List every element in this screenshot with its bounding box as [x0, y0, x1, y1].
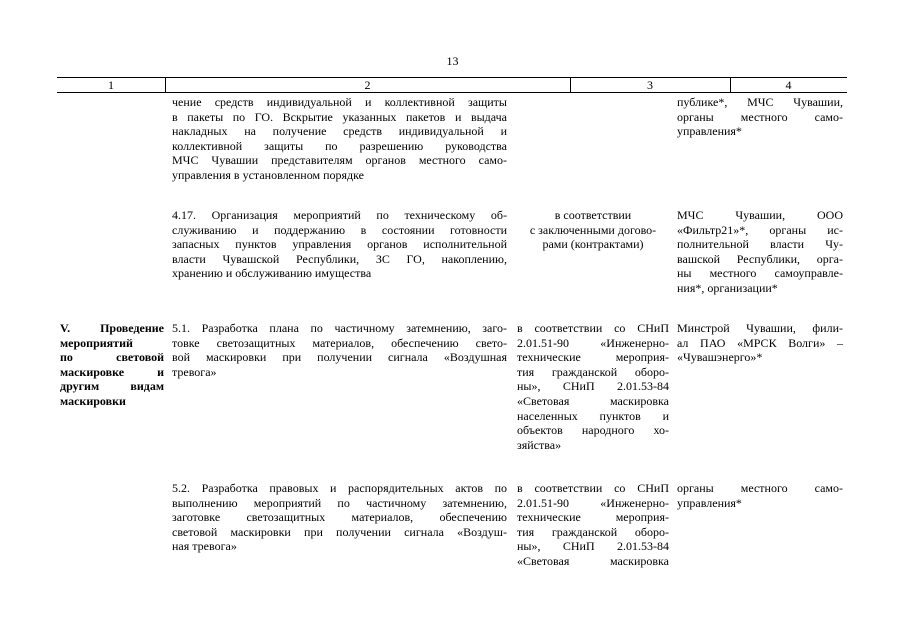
text-line: тия гражданской оборо-	[517, 364, 669, 379]
text-line: публике*, МЧС Чувашии,	[677, 95, 843, 109]
text-line: Минстрой Чувашии, фили-	[677, 321, 843, 335]
text-line: выполнению мероприятий по частичному затемнению,	[172, 495, 507, 510]
text-line: технические мероприя-	[517, 350, 669, 365]
text-line: маскировке и	[60, 364, 164, 379]
text-line: рами (контрактами)	[542, 237, 644, 252]
row2-col4-text	[677, 321, 843, 365]
text-line: заготовке светозащитных материалов, обеспечению	[172, 510, 507, 525]
text-line: тревога»	[172, 364, 217, 379]
text-line: с заключенными догово-	[529, 222, 657, 237]
text-line: служиванию и поддержанию в состоянии готовности	[172, 222, 507, 237]
row0-col4-text	[677, 95, 843, 139]
text-line: по световой	[60, 350, 164, 365]
header-col-1: 1	[108, 78, 114, 92]
text-line: накладных на получение средств индивидуальной и	[172, 124, 507, 139]
text-line: световой маскировки при получении сигнала «Воздуш-	[172, 524, 507, 539]
header-col-4: 4	[785, 78, 792, 92]
text-line: управления*	[677, 124, 742, 139]
text-line: в соответствии со СНиП	[517, 481, 669, 495]
text-line: ния*, организации*	[677, 280, 778, 295]
text-line: «Световая маскировка	[517, 553, 669, 568]
row2-col1-section-title	[60, 321, 164, 409]
row1-col3-text	[517, 208, 669, 252]
text-line: 5.1. Разработка плана по частичному затемнению, заго-	[172, 321, 507, 335]
text-line: ал ПАО «МРСК Волги» –	[677, 335, 843, 350]
text-line: технические мероприя-	[517, 510, 669, 525]
row1-col4-text	[677, 208, 843, 296]
text-line: власти Чувашской Республики, ЗС ГО, накоплению,	[172, 251, 507, 266]
text-line: запасных пунктов управления органов исполнительной	[172, 237, 507, 252]
text-line: объектов народного хо-	[517, 423, 669, 438]
text-line: полнительной власти Чу-	[677, 237, 843, 252]
row0-col2-text	[172, 95, 507, 183]
text-line: маскировки	[60, 393, 126, 408]
text-line: 2.01.51-90 «Инженерно-	[517, 335, 669, 350]
text-line: МЧС Чувашии представителям органов местного само-	[172, 153, 507, 168]
row3-col4-text	[677, 481, 843, 510]
text-line: ны», СНиП 2.01.53-84	[517, 379, 669, 394]
header-col-2: 2	[364, 78, 371, 92]
row1-col2-text	[172, 208, 507, 281]
text-line: 2.01.51-90 «Инженерно-	[517, 495, 669, 510]
row2-col2-text	[172, 321, 507, 379]
text-line: населенных пунктов и	[517, 408, 669, 423]
text-line: «Фильтр21»*, органы ис-	[677, 222, 843, 237]
text-line: в соответствии	[554, 208, 632, 222]
text-line: в пакеты по ГО. Вскрытие указанных пакетов и выдача	[172, 109, 507, 124]
text-line: мероприятий	[60, 335, 133, 350]
text-line: другим видам	[60, 379, 164, 394]
text-line: тия гражданской оборо-	[517, 524, 669, 539]
text-line: V. Проведение	[60, 321, 164, 335]
header-col-3: 3	[647, 78, 653, 92]
text-line: «Световая маскировка	[517, 393, 669, 408]
text-line: ны», СНиП 2.01.53-84	[517, 539, 669, 554]
text-line: управления*	[677, 495, 742, 510]
text-line: вашской Республики, орга-	[677, 251, 843, 266]
text-line: МЧС Чувашии, ООО	[677, 208, 843, 222]
table-header-row	[57, 77, 847, 93]
text-line: чение средств индивидуальной и коллективной защиты	[172, 95, 507, 109]
text-line: ны местного самоуправле-	[677, 266, 843, 281]
page-number: 13	[446, 54, 459, 68]
text-line: органы местного само-	[677, 481, 843, 495]
text-line: коллективной защиты по разрешению руководства	[172, 138, 507, 153]
text-line: в соответствии со СНиП	[517, 321, 669, 335]
text-line: вой маскировки при получении сигнала «Воздушная	[172, 350, 507, 365]
text-line: 5.2. Разработка правовых и распорядительных актов по	[172, 481, 507, 495]
text-line: «Чувашэнерго»*	[677, 350, 763, 365]
text-line: управления в установленном порядке	[172, 167, 364, 182]
row3-col3-text	[517, 481, 669, 569]
text-line: 4.17. Организация мероприятий по техническому об-	[172, 208, 507, 222]
text-line: органы местного само-	[677, 109, 843, 124]
row2-col3-text	[517, 321, 669, 452]
row3-col2-text	[172, 481, 507, 554]
text-line: товке светозащитных материалов, обеспечению свето-	[172, 335, 507, 350]
text-line: ная тревога»	[172, 539, 237, 554]
text-line: хранению и обслуживанию имущества	[172, 266, 372, 281]
text-line: зяйства»	[517, 437, 562, 452]
